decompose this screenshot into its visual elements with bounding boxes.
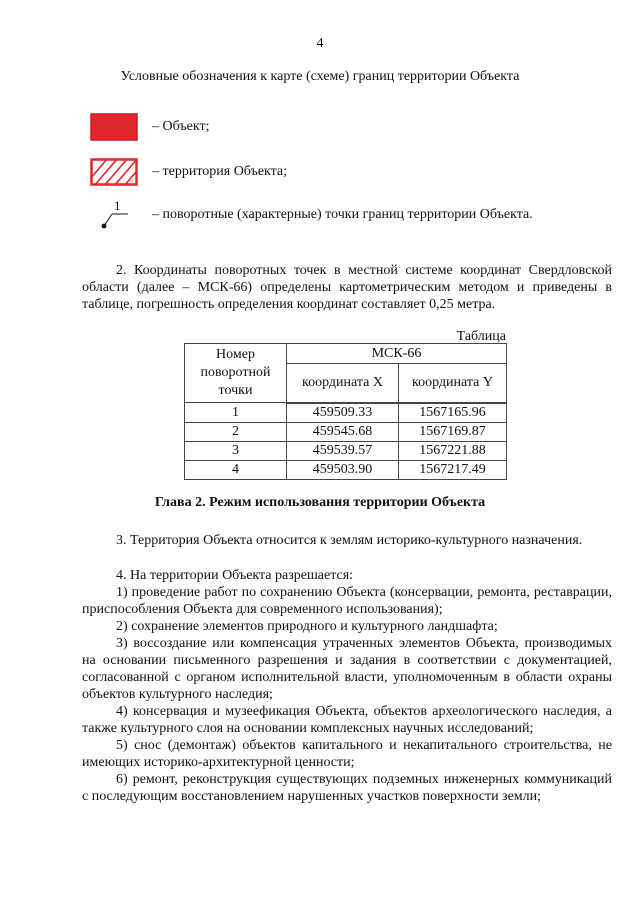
permitted-list [82, 584, 612, 805]
list-item: 2) сохранение элементов природного и культурного ландшафта; [116, 619, 498, 634]
cell-coord-y: 1567221.88 [399, 441, 507, 460]
legend-item-object [88, 112, 209, 142]
table-row [185, 460, 507, 479]
turning-point-number: 1 [114, 198, 121, 213]
list-item: 5) снос (демонтаж) объектов капитального и некапитального строительства, не имеющих историко-архитектурной ценности; [82, 738, 612, 770]
header-point-number: Номер поворотной точки [185, 344, 287, 403]
chapter-title: Глава 2. Режим использования территории Объекта [154, 495, 486, 510]
cell-point-number: 1 [185, 403, 287, 423]
cell-point-number: 2 [185, 422, 287, 441]
list-item: 3) воссоздание или компенсация утраченных элементов Объекта, производимых на основании письменного разрешения и задания в соответствии с документацией, согласованной с органом исполнительной власти, уполномоченным в области охраны объектов культурного наследия; [82, 636, 612, 702]
paragraph-land-category: 3. Территория Объекта относится к землям историко-культурного назначения. [116, 533, 583, 548]
legend-title: Условные обозначения к карте (схеме) границ территории Объекта [120, 69, 520, 84]
header-coord-y: координата Y [399, 364, 507, 403]
cell-coord-x: 459545.68 [287, 422, 399, 441]
filled-red-square-icon [88, 112, 140, 142]
cell-coord-x: 459503.90 [287, 460, 399, 479]
cell-coord-x: 459509.33 [287, 403, 399, 423]
legend-item-territory [88, 157, 287, 187]
cell-coord-y: 1567217.49 [399, 460, 507, 479]
cell-point-number: 4 [185, 460, 287, 479]
table-row [185, 422, 507, 441]
hatched-red-square-icon [88, 157, 140, 187]
turning-point-marker-icon [88, 200, 140, 230]
coordinates-table [184, 343, 507, 480]
cell-point-number: 3 [185, 441, 287, 460]
cell-coord-y: 1567169.87 [399, 422, 507, 441]
page-number: 4 [316, 36, 324, 51]
paragraph-coordinates: 2. Координаты поворотных точек в местной системе координат Свердловской области (далее – МСК-66) определены картометрическим методом и приведены в таблице, погрешность определения координат составляет 0,25 метра. [82, 263, 612, 312]
legend-item-turning-point [88, 200, 533, 230]
table-row [185, 441, 507, 460]
paragraph-permitted-intro: 4. На территории Объекта разрешается: [116, 568, 354, 583]
list-item: 1) проведение работ по сохранению Объекта (консервации, ремонта, реставрации, приспособления Объекта для современного использования); [82, 585, 612, 617]
header-msk66: МСК-66 [287, 344, 507, 364]
header-coord-x: координата X [287, 364, 399, 403]
list-item: 6) ремонт, реконструкция существующих подземных инженерных коммуникаций с последующим восстановлением нарушенных участков поверхности земли; [82, 772, 612, 804]
legend-label: – поворотные (характерные) точки границ территории Объекта. [152, 207, 533, 222]
table-caption: Таблица [456, 329, 506, 344]
cell-coord-x: 459539.57 [287, 441, 399, 460]
table-row [185, 403, 507, 423]
list-item: 4) консервация и музеефикация Объекта, объектов археологического наследия, а также культурного слоя на основании комплексных научных исследований; [82, 704, 612, 736]
legend-label: – Объект; [152, 119, 210, 134]
legend-label: – территория Объекта; [152, 164, 288, 179]
cell-coord-y: 1567165.96 [399, 403, 507, 423]
